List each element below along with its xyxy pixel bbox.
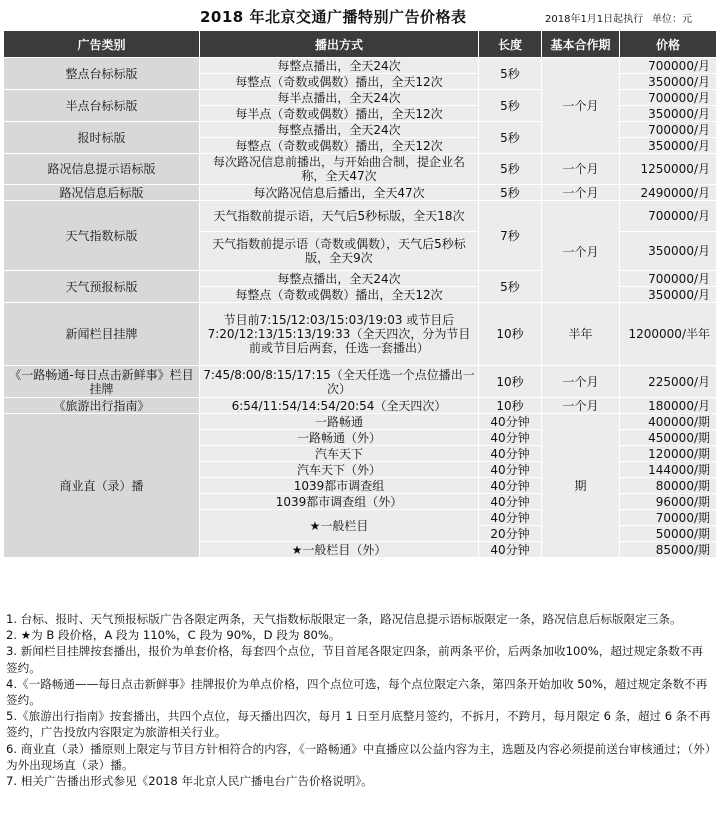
method-cell: 1039都市调查组（外） — [200, 494, 479, 510]
category-cell: 天气指数标版 — [4, 201, 200, 271]
method-cell: 每整点播出，全天24次 — [200, 58, 479, 74]
price-table — [3, 30, 717, 558]
effective-date: 2018年1月1日起执行 — [545, 14, 644, 25]
price-cell: 700000/月 — [620, 271, 717, 287]
price-cell: 2490000/月 — [620, 185, 717, 201]
price-cell: 700000/月 — [620, 122, 717, 138]
price-cell: 350000/月 — [620, 287, 717, 303]
method-cell: 天气指数前提示语，天气后5秒标版，全天18次 — [200, 201, 479, 232]
method-cell: 6:54/11:54/14:54/20:54（全天四次） — [200, 398, 479, 414]
method-cell: 每次路况信息后播出，全天47次 — [200, 185, 479, 201]
category-cell: 《旅游出行指南》 — [4, 398, 200, 414]
term-cell: 一个月 — [542, 154, 620, 185]
method-cell: 每整点播出，全天24次 — [200, 122, 479, 138]
price-cell: 400000/期 — [620, 414, 717, 430]
table-row — [4, 201, 717, 232]
length-cell: 5秒 — [479, 90, 542, 122]
note-item: 5.《旅游出行指南》按套播出，共四个点位，每天播出四次，每月 1 日至月底整月签约，不拆月，不跨月，每月限定 6 条，超过 6 条不再签约，广告投放内容限定为旅游相关行业。 — [6, 709, 711, 740]
unit-label: 单位：元 — [652, 14, 692, 25]
term-cell: 一个月 — [542, 366, 620, 398]
category-cell: 商业直（录）播 — [4, 414, 200, 558]
term-cell: 一个月 — [542, 201, 620, 303]
length-cell: 5秒 — [479, 58, 542, 90]
column-header: 长度 — [479, 31, 542, 58]
header — [0, 0, 720, 30]
method-cell: 1039都市调查组 — [200, 478, 479, 494]
price-cell: 1250000/月 — [620, 154, 717, 185]
price-cell: 700000/月 — [620, 90, 717, 106]
page-title: 2018 年北京交通广播特别广告价格表 — [200, 8, 467, 26]
category-cell: 《一路畅通-每日点击新鲜事》栏目挂牌 — [4, 366, 200, 398]
length-cell: 20分钟 — [479, 526, 542, 542]
length-cell: 40分钟 — [479, 414, 542, 430]
category-cell: 天气预报标版 — [4, 271, 200, 303]
term-cell: 一个月 — [542, 185, 620, 201]
length-cell: 40分钟 — [479, 542, 542, 558]
method-cell: 每整点（奇数或偶数）播出，全天12次 — [200, 287, 479, 303]
method-cell: 7:45/8:00/8:15/17:15（全天任选一个点位播出一次） — [200, 366, 479, 398]
category-cell: 报时标版 — [4, 122, 200, 154]
category-cell: 半点台标标版 — [4, 90, 200, 122]
table-row — [4, 58, 717, 74]
length-cell: 10秒 — [479, 303, 542, 366]
length-cell: 10秒 — [479, 366, 542, 398]
column-header: 基本合作期 — [542, 31, 620, 58]
length-cell: 7秒 — [479, 201, 542, 271]
length-cell: 5秒 — [479, 154, 542, 185]
length-cell: 5秒 — [479, 122, 542, 154]
method-cell: 每整点（奇数或偶数）播出，全天12次 — [200, 74, 479, 90]
notes-section — [6, 611, 714, 789]
category-cell: 整点台标标版 — [4, 58, 200, 90]
price-cell: 180000/月 — [620, 398, 717, 414]
table-header — [4, 31, 717, 58]
method-cell: 每半点（奇数或偶数）播出，全天12次 — [200, 106, 479, 122]
price-cell: 450000/期 — [620, 430, 717, 446]
method-cell: 每次路况信息前播出，与开始曲合制，提企业名称，全天47次 — [200, 154, 479, 185]
term-cell: 半年 — [542, 303, 620, 366]
table-row — [4, 185, 717, 201]
length-cell: 40分钟 — [479, 510, 542, 526]
category-cell: 新闻栏目挂牌 — [4, 303, 200, 366]
category-cell: 路况信息提示语标版 — [4, 154, 200, 185]
length-cell: 5秒 — [479, 271, 542, 303]
length-cell: 40分钟 — [479, 462, 542, 478]
method-cell: 一路畅通（外） — [200, 430, 479, 446]
note-item: 6. 商业直（录）播原则上限定与节目方针相符合的内容，《一路畅通》中直播应以公益内容为主，选题及内容必须提前送台审核通过；（外）为外出现场直（录）播。 — [6, 741, 711, 772]
price-cell: 350000/月 — [620, 138, 717, 154]
column-header: 广告类别 — [4, 31, 200, 58]
price-cell: 350000/月 — [620, 106, 717, 122]
length-cell: 40分钟 — [479, 478, 542, 494]
price-cell: 144000/期 — [620, 462, 717, 478]
price-cell: 350000/月 — [620, 232, 717, 271]
term-cell: 期 — [542, 414, 620, 558]
price-cell: 1200000/半年 — [620, 303, 717, 366]
price-cell: 50000/期 — [620, 526, 717, 542]
column-header: 播出方式 — [200, 31, 479, 58]
price-cell: 80000/期 — [620, 478, 717, 494]
method-cell: ★一般栏目（外） — [200, 542, 479, 558]
price-cell: 225000/月 — [620, 366, 717, 398]
method-cell: 节目前7:15/12:03/15:03/19:03 或节目后7:20/12:13/15:13/19:33（全天四次，分为节目前或节目后两套，任选一套播出） — [200, 303, 479, 366]
length-cell: 10秒 — [479, 398, 542, 414]
price-cell: 96000/期 — [620, 494, 717, 510]
method-cell: ★一般栏目 — [200, 510, 479, 542]
method-cell: 汽车天下 — [200, 446, 479, 462]
price-cell: 700000/月 — [620, 58, 717, 74]
table-row — [4, 414, 717, 430]
table-row — [4, 154, 717, 185]
price-cell: 350000/月 — [620, 74, 717, 90]
method-cell: 每整点（奇数或偶数）播出，全天12次 — [200, 138, 479, 154]
method-cell: 天气指数前提示语（奇数或偶数），天气后5秒标版，全天9次 — [200, 232, 479, 271]
method-cell: 一路畅通 — [200, 414, 479, 430]
note-item: 3. 新闻栏目挂牌按套播出，报价为单套价格，每套四个点位，节目首尾各限定四条，前两条平价，后两条加收100%，超过规定条数不再签约。 — [6, 644, 704, 675]
price-cell: 70000/期 — [620, 510, 717, 526]
price-cell: 700000/月 — [620, 201, 717, 232]
price-cell: 85000/期 — [620, 542, 717, 558]
table-row — [4, 398, 717, 414]
note-item: 2. ★为 B 段价格，A 段为 110%，C 段为 90%，D 段为 80%。 — [6, 628, 341, 643]
method-cell: 汽车天下（外） — [200, 462, 479, 478]
length-cell: 5秒 — [479, 185, 542, 201]
note-item: 1. 台标、报时、天气预报标版广告各限定两条，天气指数标版限定一条，路况信息提示语标版限定一条，路况信息后标版限定三条。 — [6, 612, 682, 626]
table-row — [4, 366, 717, 398]
note-item: 4.《一路畅通——每日点击新鲜事》挂牌报价为单点价格，四个点位可选，每个点位限定六条，第四条开始加收 50%，超过规定条数不再签约。 — [6, 676, 708, 708]
table-row — [4, 303, 717, 366]
length-cell: 40分钟 — [479, 494, 542, 510]
term-cell: 一个月 — [542, 58, 620, 154]
term-cell: 一个月 — [542, 398, 620, 414]
method-cell: 每整点播出，全天24次 — [200, 271, 479, 287]
price-cell: 120000/期 — [620, 446, 717, 462]
length-cell: 40分钟 — [479, 430, 542, 446]
column-header: 价格 — [620, 31, 717, 58]
method-cell: 每半点播出，全天24次 — [200, 90, 479, 106]
length-cell: 40分钟 — [479, 446, 542, 462]
note-item: 7. 相关广告播出形式参见《2018 年北京人民广播电台广告价格说明》。 — [6, 774, 373, 789]
category-cell: 路况信息后标版 — [4, 185, 200, 201]
